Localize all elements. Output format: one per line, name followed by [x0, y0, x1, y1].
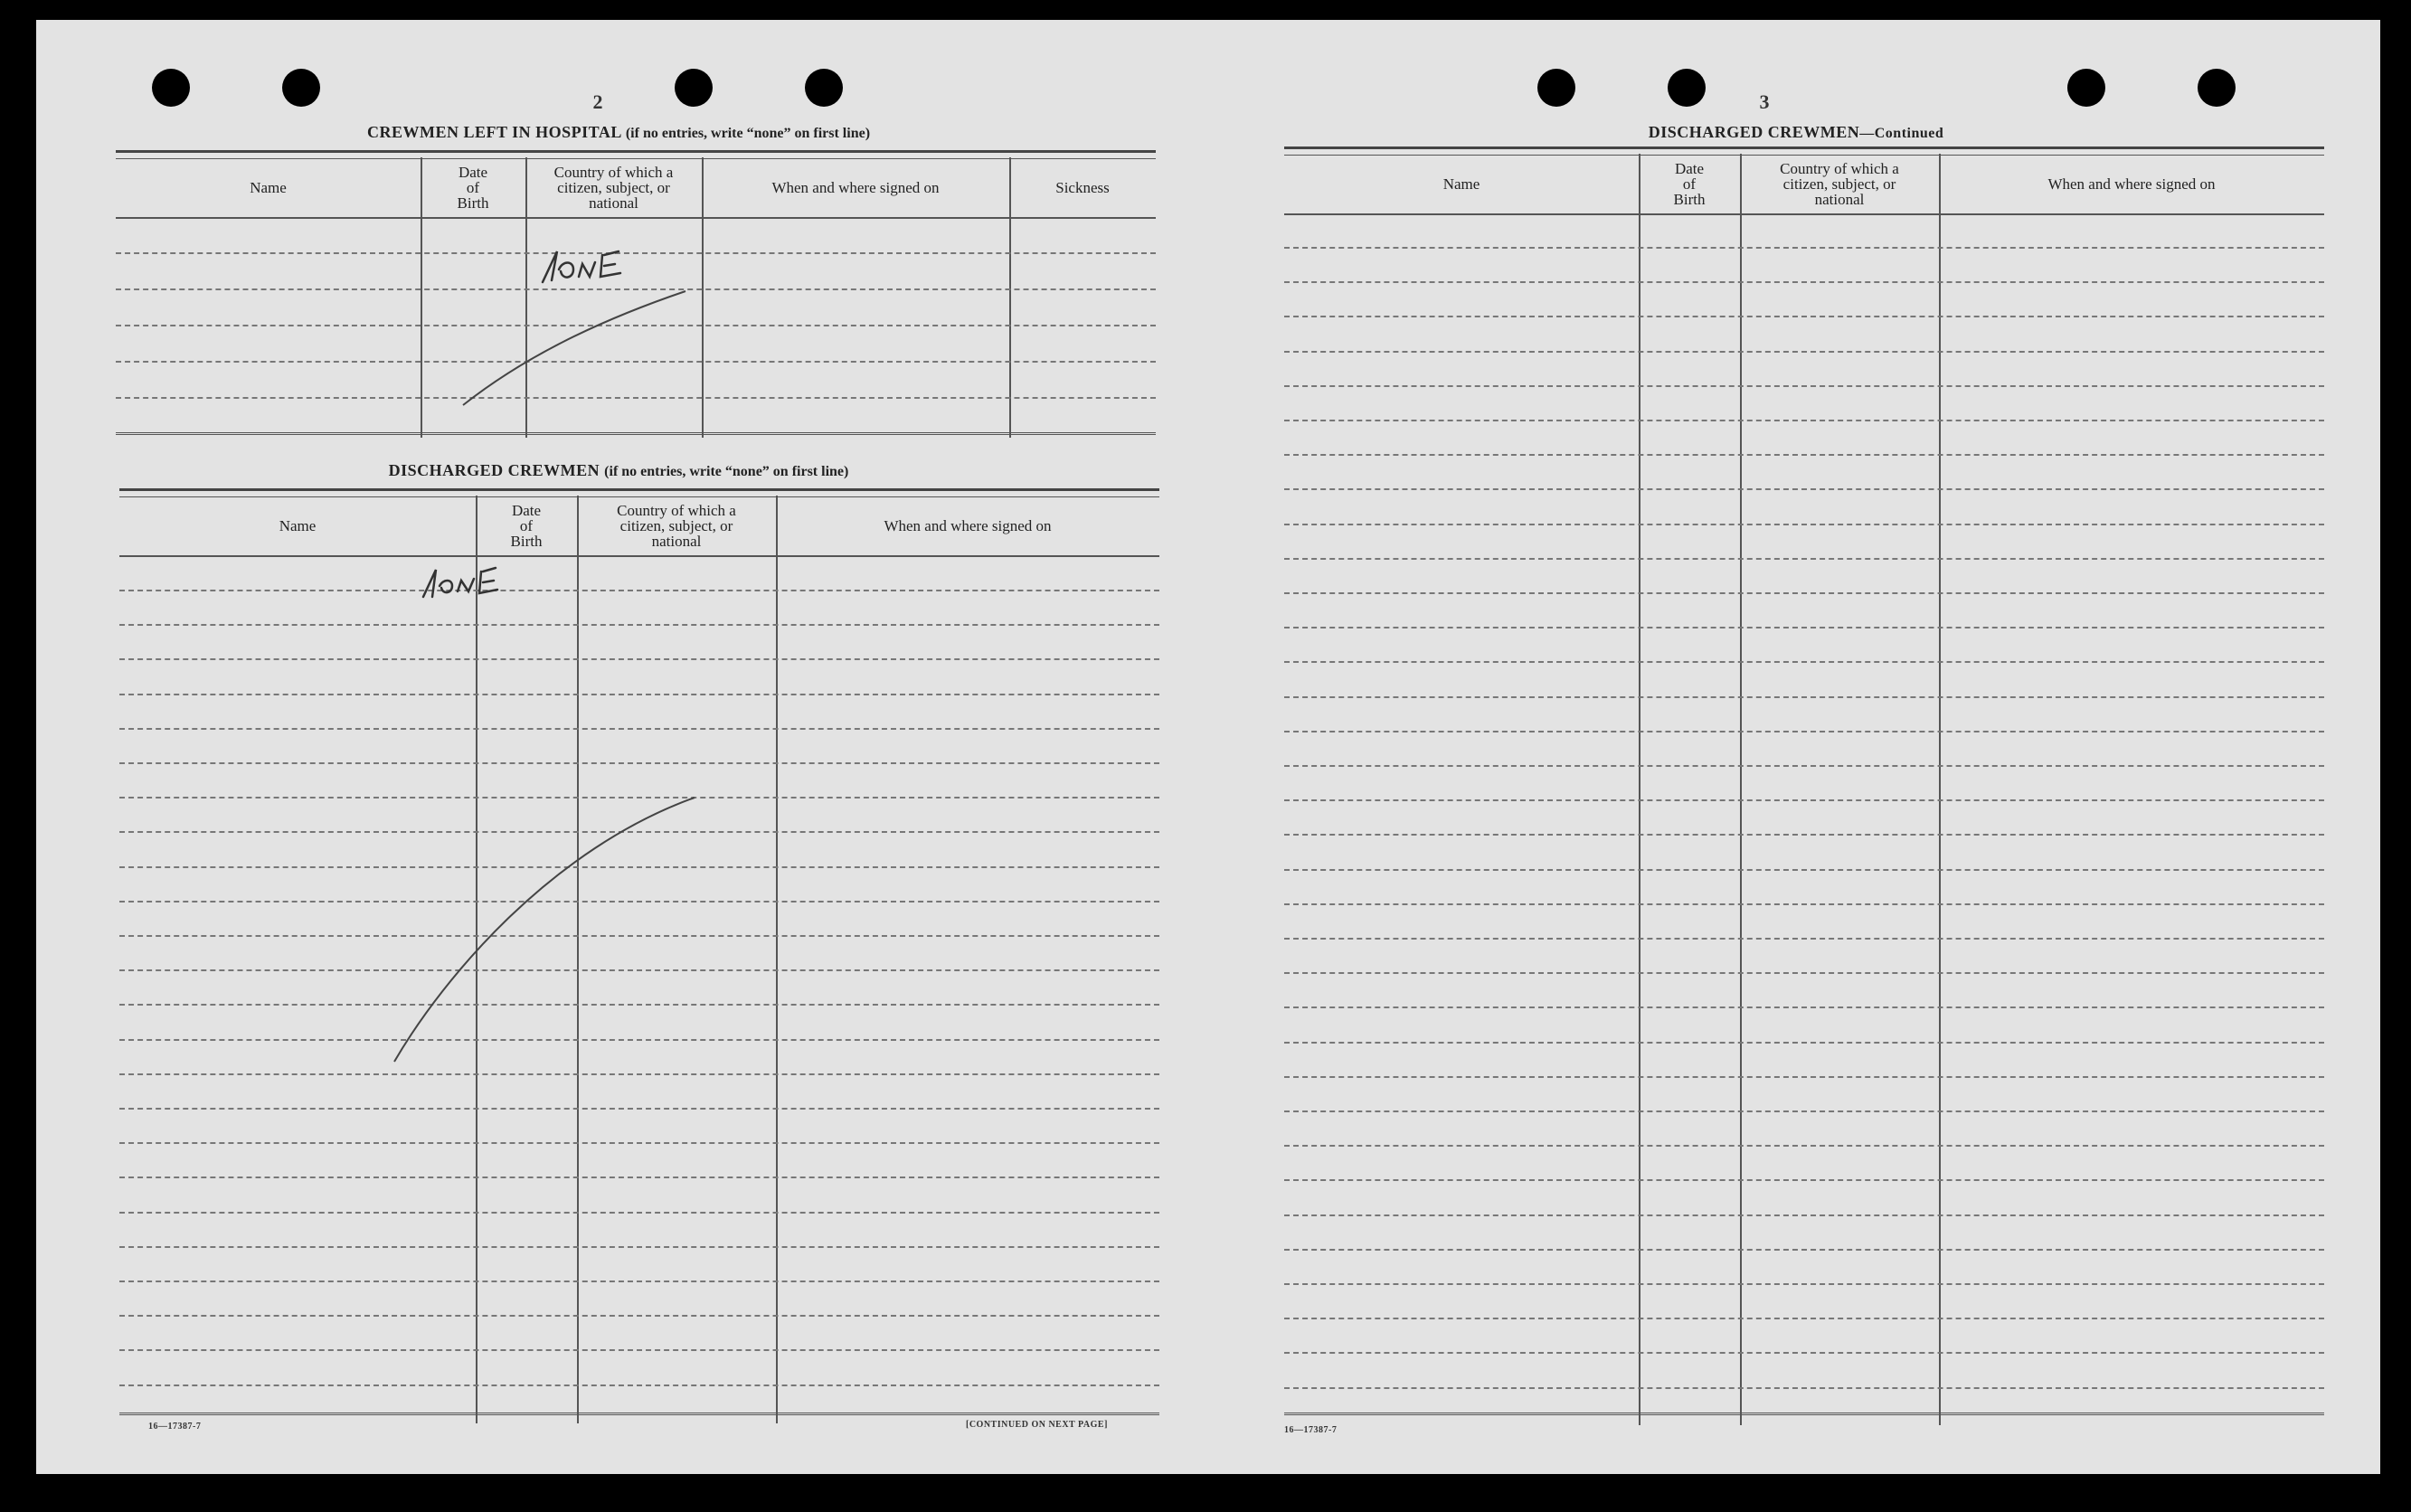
table-row [1284, 765, 2324, 767]
table-row [119, 1108, 1159, 1110]
column-header-name: Name [279, 516, 317, 534]
continued-on-next-page: [CONTINUED ON NEXT PAGE] [966, 1420, 1108, 1430]
table-row [119, 590, 1159, 591]
table-row [1284, 938, 2324, 940]
column-header-when-where-signed-on: When and where signed on [2047, 175, 2216, 193]
table-row [1284, 281, 2324, 283]
column-header-sickness: Sickness [1055, 178, 1110, 196]
column-header-country: Country of which a citizen, subject, or national [1780, 159, 1899, 208]
discharged-continued-table [1284, 146, 2324, 1425]
table-row [1284, 834, 2324, 836]
table-row [1284, 488, 2324, 490]
table-row [119, 624, 1159, 626]
table-row [1284, 1283, 2324, 1285]
column-header-date-of-birth: Date of Birth [1673, 159, 1706, 208]
table-row [1284, 420, 2324, 421]
hospital-table [116, 150, 1156, 438]
page-number: 2 [592, 90, 603, 113]
table-row [119, 1142, 1159, 1144]
table-row [119, 694, 1159, 695]
page-number: 3 [1759, 90, 1770, 113]
table-row [1284, 731, 2324, 732]
table-row [119, 1212, 1159, 1214]
table-row [119, 1349, 1159, 1351]
table-row [1284, 661, 2324, 663]
discharged-title-note: (if no entries, write “none” on first line) [604, 464, 849, 479]
handwritten-none-signature [418, 562, 535, 612]
hospital-section-title [76, 123, 1161, 142]
table-row [1284, 1006, 2324, 1008]
table-row [1284, 316, 2324, 317]
table-row [1284, 247, 2324, 249]
table-row [1284, 1249, 2324, 1251]
table-row [1284, 1145, 2324, 1147]
hospital-title-note: (if no entries, write “none” on first line) [625, 126, 871, 141]
table-row [119, 1280, 1159, 1282]
table-row [1284, 696, 2324, 698]
table-row [1284, 1110, 2324, 1112]
table-row [1284, 1318, 2324, 1319]
table-row [1284, 1387, 2324, 1389]
column-header-when-where-signed-on: When and where signed on [771, 178, 940, 196]
form-number: 16—17387-7 [148, 1422, 202, 1432]
column-header-date-of-birth: Date of Birth [457, 163, 489, 212]
column-header-date-of-birth: Date of Birth [510, 501, 543, 550]
column-header-name: Name [1442, 175, 1480, 193]
column-header-name: Name [250, 178, 287, 196]
table-row [1284, 454, 2324, 456]
form-sheet [36, 20, 2380, 1474]
table-row [119, 1384, 1159, 1386]
table-row [1284, 869, 2324, 871]
form-number: 16—17387-7 [1284, 1425, 1338, 1435]
table-row [1284, 627, 2324, 628]
handwritten-strike-line [459, 286, 695, 417]
table-row [1284, 592, 2324, 594]
continued-suffix: —Continued [1859, 126, 1944, 141]
table-row [119, 658, 1159, 660]
hospital-title-text: CREWMEN LEFT IN HOSPITAL [366, 123, 621, 141]
discharged-table [119, 488, 1159, 1423]
right-page [1244, 20, 2348, 1474]
discharged-continued-title-text: DISCHARGED CREWMEN [1648, 123, 1860, 141]
table-row [1284, 524, 2324, 525]
table-row [1284, 1076, 2324, 1078]
table-row [119, 1315, 1159, 1317]
left-page [76, 20, 1161, 1474]
discharged-title-text: DISCHARGED CREWMEN [388, 461, 600, 479]
table-row [1284, 558, 2324, 560]
table-row [1284, 972, 2324, 974]
table-row [1284, 351, 2324, 353]
table-row [119, 762, 1159, 764]
table-row [119, 1073, 1159, 1075]
table-row [1284, 385, 2324, 387]
table-row [1284, 903, 2324, 905]
table-row [1284, 799, 2324, 801]
table-row [119, 728, 1159, 730]
table-row [1284, 1179, 2324, 1181]
discharged-continued-title [1244, 123, 2348, 142]
table-row [119, 1177, 1159, 1178]
discharged-section-title [76, 461, 1161, 480]
column-header-country: Country of which a citizen, subject, or national [617, 501, 736, 550]
table-row [1284, 1214, 2324, 1216]
handwritten-strike-line [391, 794, 698, 1070]
column-header-when-where-signed-on: When and where signed on [884, 516, 1052, 534]
table-row [119, 1246, 1159, 1248]
column-header-country: Country of which a citizen, subject, or national [553, 163, 674, 212]
table-row [1284, 1352, 2324, 1354]
table-row [1284, 1042, 2324, 1044]
